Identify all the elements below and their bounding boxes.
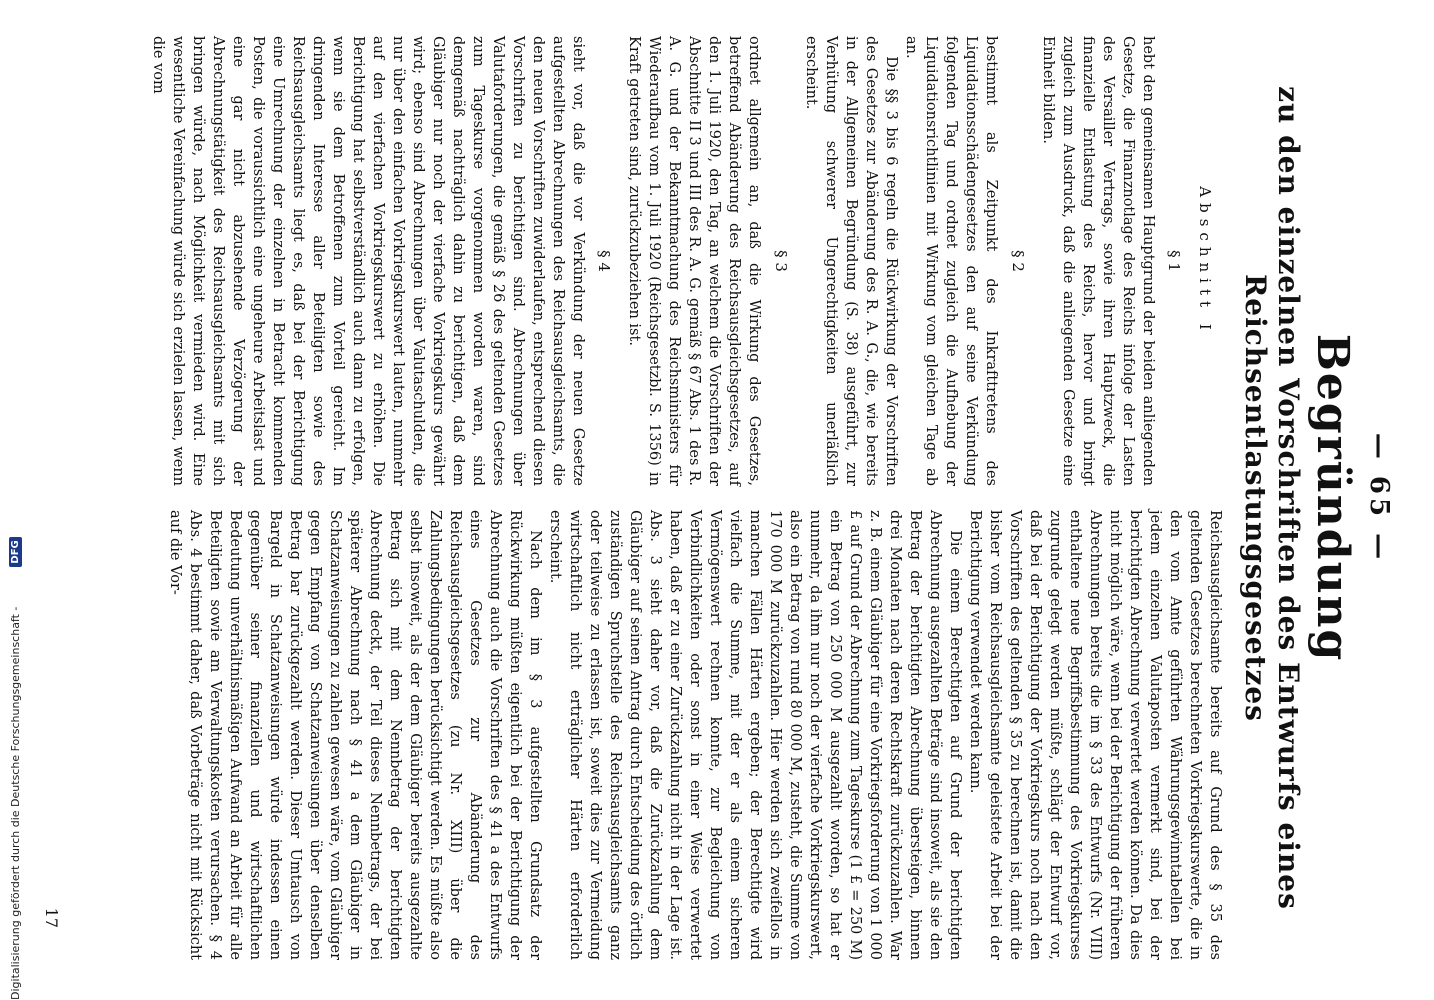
column-2-paragraph-1: Reichsausgleichsamte bereits auf Grund des § 35 des geltenden Gesetzes berechneten Vorkriegskurswerte, die in den vom Amte geführten Währungsgewinntabellen bei jedem einzelnen Valutaposten vermerkt sind, bei der berichtigten Abrechnung verwertet werden können. Da dies nicht möglich wäre, wenn bei der Berichtigung der früheren Abrechnungen bereits die im § 33 des Entwurfs (Nr. VIII) enthaltene neue Begriffsbestimmung des Vorkriegskurses zugrunde gelegt werden müßte, schlägt der Entwurf vor, daß bei der Berichtigung der Vorkriegskurs noch nach den Vorschriften des geltenden § 35 zu berechnen ist, damit die bisher vom Reichsausgleichsamte geleistete Arbeit bei der Berichtigung verwendet werden kann.: [967, 510, 1223, 960]
section-2-heading: § 2: [1008, 250, 1027, 272]
column-2-paragraph-3: Nach dem im § 3 aufgestellten Grundsatz der Rückwirkung müßten eigentlich bei der Berichtigung der Abrechnung auch die Vorschriften des § 41 a des Entwurfs eines Gesetzes zur Abänderung des Reichsausgleichsgesetzes (zu Nr. XIII) über die Zahlungsbedingungen berücksichtigt werden. Es müßte also selbst insoweit, als der dem Gläubiger bereits ausgezahlte Betrag sich mit dem Nennbetrag der berichtigten Abrechnung deckt, der Teil dieses Nennbetrags, der bei späterer Abrechnung nach § 41 a dem Gläubiger in Schatzanweisungen zu zahlen gewesen wäre, vom Gläubiger gegen Empfang von Schatzanweisungen über denselben Betrag bar zurückgezahlt werden. Dieser Umtausch von Bargeld in Schatzanweisungen würde indessen einen gegenüber seiner finanziellen und wirtschaftlichen Bedeutung unverhältnismäßigen Aufwand an Arbeit für alle Beteiligten sowie am Verwaltungskosten verursachen. § 4 Abs. 4 bestimmt daher, daß Vorbeträge nicht mit Rücksicht auf die Vor-: [167, 510, 543, 960]
section-4-heading: § 4: [595, 250, 614, 272]
digitization-note: [4, 0, 26, 1000]
column-right: [165, 510, 1225, 960]
section-3-text: ordnet allgemein an, daß die Wirkung des Gesetzes, betreffend Abänderung des Reichsausgleichsgesetzes, auf den 1. Juli 1920, den Tag, an welchem die Vorschriften der Abschnitte II 3 und III des R. A. G. gemäß § 67 Abs. 1 des R. A. G. und der Bekanntmachung des Reichsministers für Wiederaufbau vom 1. Juli 1920 (Reichsgesetzbl. S. 1356) in Kraft getreten sind, zurückzubeziehen ist.: [626, 36, 763, 486]
section-2-text: bestimmt als Zeitpunkt des Inkrafttretens des Liquidationsschädengesetzes den auf seine Verkündung folgenden Tag und ordnet zugleich die Aufhebung der Liquidationsrichtlinien mit Wirkung vom gleichen Tage ab an.: [902, 36, 999, 486]
text-columns: [148, 36, 1225, 960]
page-number: — 65 —: [1364, 432, 1394, 564]
section-4-text: sieht vor, daß die vor Verkündung der neuen Gesetze aufgestellten Abrechnungen des Reichsausgleichsamts, die den neuen Vorschriften zuwiderlaufen, entsprechend diesen Vorschriften zu berichtigen sind. Abrechnungen über Valutaforderungen, die gemäß § 26 des geltenden Gesetzes zum Tageskurse vorgenommen worden waren, sind demgemäß nachträglich dahin zu berichtigen, daß dem Gläubiger nur noch der vierfache Vorkriegskurs gewährt wird; ebenso sind Abrechnungen über Valutaschulden, die nur über den einfachen Vorkriegskurswert lauten, nunmehr auf den vierfachen Vorkriegskurswert zu erhöhen. Die Berichtigung hat selbstverständlich auch dann zu erfolgen, wenn sie dem Betroffenen zum Vorteil gereicht. Im dringenden Interesse aller Beteiligten sowie des Reichsausgleichsamts liegt es, daß bei der Berichtigung eine Umrechnung der einzelnen in Betracht kommenden Posten, die voraussichtlich eine ungeheure Arbeitslast und eine gar nicht abzusehende Verzögerung der Abrechnungstätigkeit des Reichsausgleichsamts mit sich bringen würde, nach Möglichkeit vermieden wird. Eine wesentliche Vereinfachung würde sich erzielen lassen, wenn die vom: [149, 36, 586, 486]
dfg-logo-icon: DFG: [9, 537, 22, 566]
digitization-note-text: Digitalisierung gefördert durch die Deutsche Forschungsgemeinschaft -: [8, 606, 22, 1000]
column-left: [148, 36, 1225, 486]
section-1-heading: § 1: [1165, 250, 1184, 272]
column-2-paragraph-2: Die einem Berechtigten auf Grund der berichtigten Abrechnung ausgezahlten Beträge sind insoweit, als sie den Betrag der berichtigten Abrechnung übersteigen, binnen drei Monaten nach deren Rechtskraft zurückzuzahlen. War z. B. einem Gläubiger für eine Vorkriegsforderung von 1 000 £ auf Grund der Abrechnung zum Tageskurse (1 £ = 250 M) ein Betrag von 250 000 M ausgezahlt worden, so hat er nunmehr, da ihm nur noch der vierfache Vorkriegskurswert, also ein Betrag von rund 80 000 M, zusteht, die Summe von 170 000 M zurückzuzahlen. Hier werden sich zweifellos in manchen Fällen Härten ergeben; der Berechtigte wird vielfach die Summe, mit der er als einem sicheren Vermögenswert rechnen konnte, zur Begleichung von Verbindlichkeiten oder sonst in einer Weise verwertet haben, daß er zu einer Zurückzahlung nicht in der Lage ist. Abs. 3 sieht daher vor, daß die Zurückzahlung dem Gläubiger auf seinen Antrag durch Entscheidung des örtlich zuständigen Spruchstelle des Reichsausgleichsamts ganz oder teilweise zu erlassen ist, soweit dies zur Vermeidung wirtschaftlich nicht erträglicher Härten erforderlich erscheint.: [547, 510, 963, 960]
section-2-text-continued: Die §§ 3 bis 6 regeln die Rückwirkung der Vorschriften des Gesetzes zur Abänderung des R. A. G., die, wie bereits in der Allgemeinen Begründung (S. 38) ausgeführt, zur Verhütung schwerer Ungerechtigkeiten unerläßlich erscheint.: [802, 36, 899, 486]
footer-sheet-number: 17: [42, 907, 61, 928]
section-3-heading: § 3: [771, 250, 790, 272]
section-1-text: hebt den gemeinsamen Hauptgrund der beiden anliegenden Gesetze, die Finanznotlage des Reichs infolge der Lasten des Versailler Vertrags, sowie ihren Hauptzweck, die finanzielle Entlastung des Reichs, hervor und bringt zugleich zum Ausdruck, daß die anliegenden Gesetze eine Einheit bilden.: [1039, 36, 1156, 486]
document-subtitle: zu den einzelnen Vorschriften des Entwurfs eines Reichsentlastungsgesetzes: [1239, 86, 1305, 910]
abschnitt-heading: Abschnitt I: [1196, 186, 1214, 336]
document-title: Begründung: [1307, 333, 1358, 663]
document-page: [12, 8, 1412, 988]
